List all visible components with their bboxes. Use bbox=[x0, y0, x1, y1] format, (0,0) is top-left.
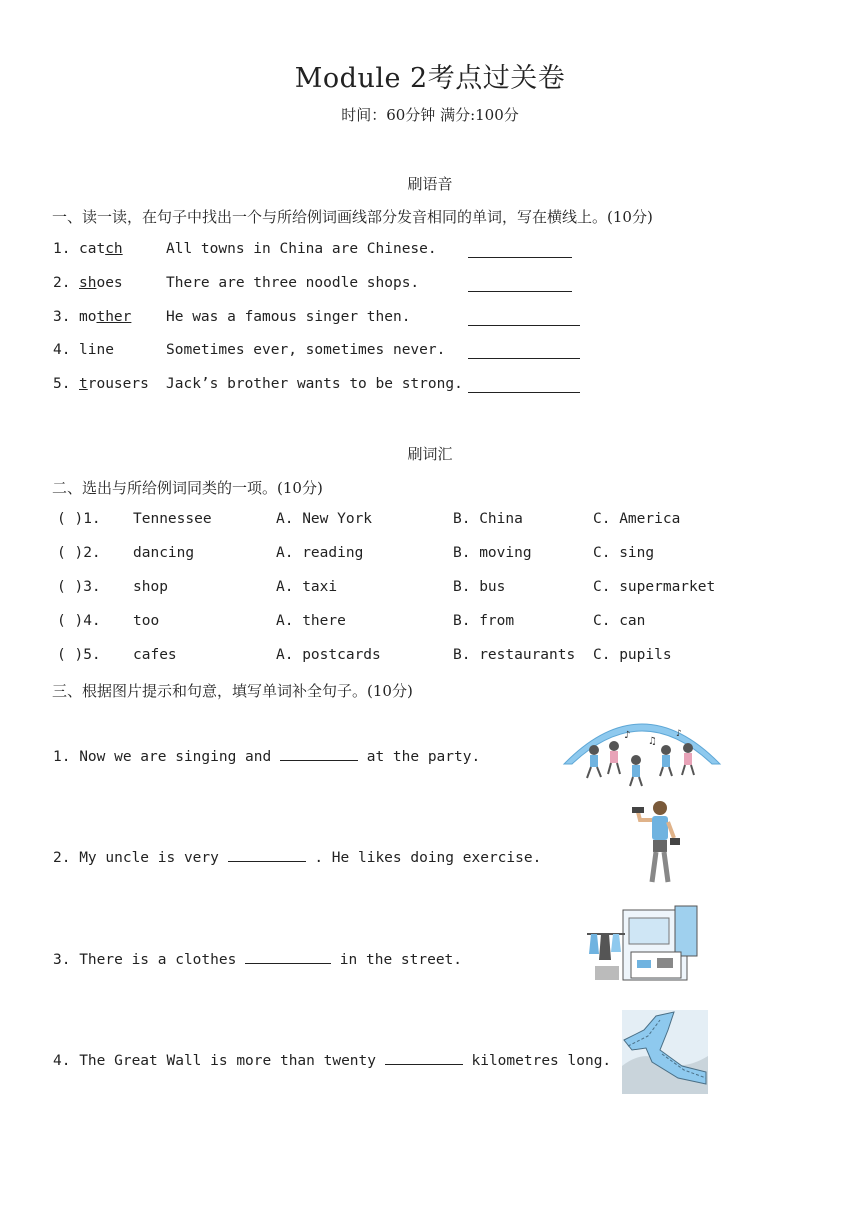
option-c: C. America bbox=[593, 511, 681, 527]
answer-blank[interactable] bbox=[468, 392, 580, 393]
answer-blank[interactable] bbox=[468, 257, 572, 258]
option-c: C. can bbox=[593, 613, 646, 629]
answer-paren[interactable]: ( )4. bbox=[57, 613, 101, 629]
phonics-example-word: trousers bbox=[79, 376, 149, 392]
clothes-shop-icon bbox=[585, 904, 701, 988]
phonics-example-word: mother bbox=[79, 309, 132, 325]
fill-sentence: 2. My uncle is very . He likes doing exercise. bbox=[53, 850, 542, 866]
fill-sentence: 4. The Great Wall is more than twenty kilometres long. bbox=[53, 1053, 612, 1069]
option-a: A. taxi bbox=[276, 579, 338, 595]
answer-blank[interactable] bbox=[245, 951, 331, 964]
phonics-example-word: catch bbox=[79, 241, 123, 257]
answer-blank[interactable] bbox=[468, 325, 580, 326]
answer-blank[interactable] bbox=[228, 849, 306, 862]
phonics-sentence: All towns in China are Chinese. bbox=[166, 241, 437, 257]
example-word: dancing bbox=[133, 545, 195, 561]
option-c: C. sing bbox=[593, 545, 655, 561]
answer-paren[interactable]: ( )3. bbox=[57, 579, 101, 595]
answer-blank[interactable] bbox=[280, 748, 358, 761]
phonics-num: 1. bbox=[53, 241, 71, 257]
option-b: B. China bbox=[453, 511, 523, 527]
option-a: A. reading bbox=[276, 545, 364, 561]
fill-sentence: 3. There is a clothes in the street. bbox=[53, 952, 463, 968]
phonics-num: 3. bbox=[53, 309, 71, 325]
page-title: Module 2考点过关卷 bbox=[294, 63, 566, 94]
example-word: shop bbox=[133, 579, 168, 595]
option-c: C. pupils bbox=[593, 647, 672, 663]
option-b: B. bus bbox=[453, 579, 506, 595]
phonics-example-word: shoes bbox=[79, 275, 123, 291]
phonics-num: 2. bbox=[53, 275, 71, 291]
option-b: B. moving bbox=[453, 545, 532, 561]
strong-man-dumbbell-icon bbox=[628, 798, 682, 888]
exam-info: 时间：60分钟 满分:100分 bbox=[341, 106, 519, 124]
great-wall-icon bbox=[622, 1010, 708, 1094]
section-heading-vocabulary: 刷词汇 bbox=[407, 445, 453, 463]
option-a: A. New York bbox=[276, 511, 373, 527]
phonics-num: 4. bbox=[53, 342, 71, 358]
option-a: A. postcards bbox=[276, 647, 381, 663]
svg-text:♪: ♪ bbox=[676, 729, 682, 739]
svg-text:♪: ♪ bbox=[624, 730, 631, 741]
dancing-children-icon bbox=[562, 704, 722, 788]
question-1-instruction: 一、读一读，在句子中找出一个与所给例词画线部分发音相同的单词，写在横线上。(10分) bbox=[52, 208, 653, 226]
phonics-sentence: Sometimes ever, sometimes never. bbox=[166, 342, 446, 358]
question-2-instruction: 二、选出与所给例词同类的一项。(10分) bbox=[52, 479, 323, 497]
phonics-example-word: line bbox=[79, 342, 114, 358]
option-b: B. from bbox=[453, 613, 515, 629]
phonics-sentence: He was a famous singer then. bbox=[166, 309, 411, 325]
fill-sentence: 1. Now we are singing and at the party. bbox=[53, 749, 481, 765]
answer-blank[interactable] bbox=[468, 358, 580, 359]
answer-paren[interactable]: ( )1. bbox=[57, 511, 101, 527]
phonics-sentence: There are three noodle shops. bbox=[166, 275, 420, 291]
option-b: B. restaurants bbox=[453, 647, 576, 663]
option-c: C. supermarket bbox=[593, 579, 716, 595]
answer-paren[interactable]: ( )2. bbox=[57, 545, 101, 561]
example-word: too bbox=[133, 613, 160, 629]
option-a: A. there bbox=[276, 613, 346, 629]
phonics-sentence: Jack’s brother wants to be strong. bbox=[166, 376, 463, 392]
answer-blank[interactable] bbox=[385, 1052, 463, 1065]
svg-text:♫: ♫ bbox=[648, 736, 657, 747]
question-3-instruction: 三、根据图片提示和句意，填写单词补全句子。(10分) bbox=[52, 682, 413, 700]
section-heading-phonics: 刷语音 bbox=[407, 175, 453, 193]
example-word: cafes bbox=[133, 647, 177, 663]
answer-paren[interactable]: ( )5. bbox=[57, 647, 101, 663]
phonics-num: 5. bbox=[53, 376, 71, 392]
answer-blank[interactable] bbox=[468, 291, 572, 292]
example-word: Tennessee bbox=[133, 511, 212, 527]
